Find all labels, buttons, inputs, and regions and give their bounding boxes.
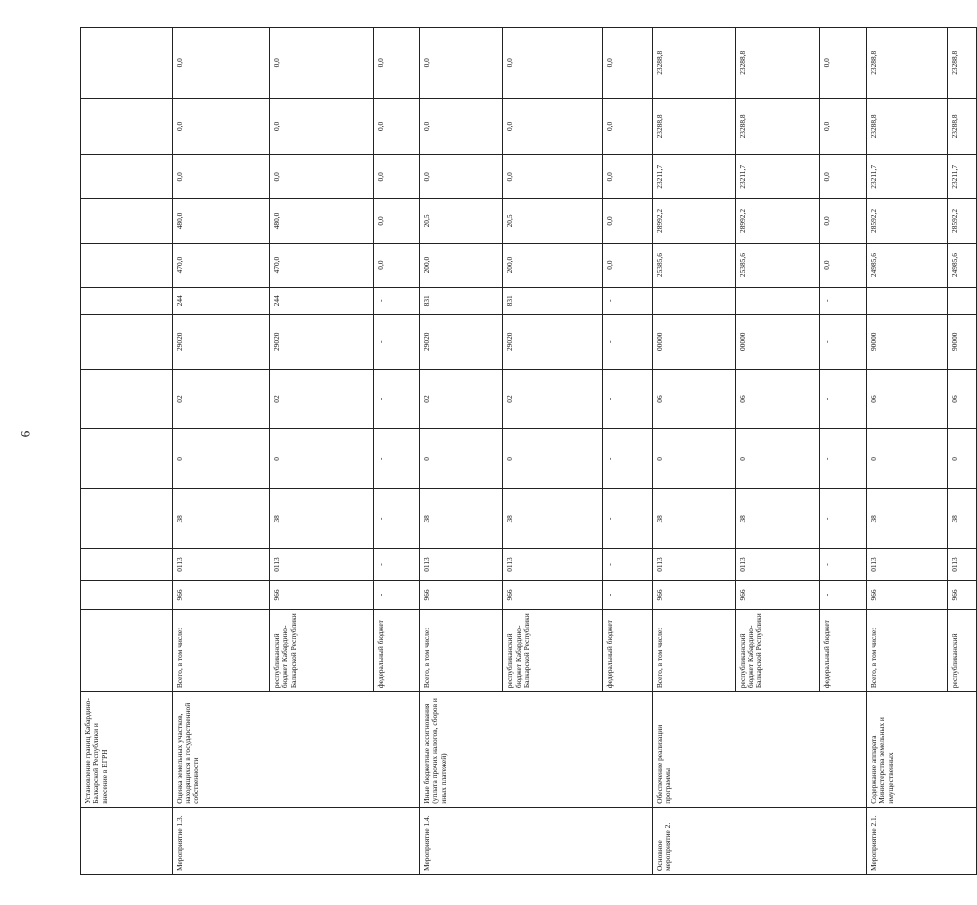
value-cell: 20,5	[503, 199, 603, 243]
value-cell: 0,0	[373, 98, 420, 155]
value-cell: 0	[172, 429, 270, 489]
value-cell: 0113	[172, 549, 270, 581]
value-cell: -	[603, 580, 652, 609]
value-cell: 0,0	[820, 199, 867, 243]
value-cell: 23288,8	[867, 28, 948, 99]
funding-source-cell: Всего, в том числе:	[172, 610, 270, 692]
value-cell: 0113	[270, 549, 373, 581]
value-cell: 0113	[867, 549, 948, 581]
value-cell: 0,0	[503, 28, 603, 99]
funding-source-cell: республиканский бюджет Кабардино-Балкарской Республики	[270, 610, 373, 692]
value-cell: 38	[503, 489, 603, 549]
value-cell	[81, 314, 173, 369]
value-cell: 0113	[503, 549, 603, 581]
value-cell: 0,0	[503, 155, 603, 199]
table-row	[81, 28, 173, 875]
value-cell: 966	[867, 580, 948, 609]
value-cell: -	[820, 489, 867, 549]
activity-code-cell	[81, 807, 173, 874]
value-cell: -	[373, 429, 420, 489]
value-cell: 23211,7	[652, 155, 735, 199]
value-cell: 966	[270, 580, 373, 609]
value-cell: 20,5	[420, 199, 503, 243]
activity-name-cell: Иные бюджетные ассигнования (уплата прочих налогов, сборов и иных платежей)	[420, 692, 652, 808]
value-cell: 23288,8	[652, 28, 735, 99]
value-cell	[81, 287, 173, 314]
value-cell: 0,0	[270, 155, 373, 199]
value-cell: 23211,7	[867, 155, 948, 199]
funding-source-cell: республиканский	[947, 610, 977, 692]
value-cell: 0,0	[420, 155, 503, 199]
value-cell: 0,0	[820, 155, 867, 199]
value-cell: 23211,7	[735, 155, 820, 199]
value-cell	[652, 287, 735, 314]
value-cell: 0,0	[270, 98, 373, 155]
value-cell: 0113	[652, 549, 735, 581]
value-cell	[735, 287, 820, 314]
value-cell: 29020	[420, 314, 503, 369]
value-cell: -	[603, 489, 652, 549]
value-cell: 0,0	[270, 28, 373, 99]
value-cell: -	[373, 489, 420, 549]
value-cell: 00000	[735, 314, 820, 369]
value-cell: 0,0	[603, 199, 652, 243]
value-cell	[81, 98, 173, 155]
value-cell: 25385,6	[735, 243, 820, 287]
value-cell: -	[820, 369, 867, 429]
value-cell: 0,0	[172, 155, 270, 199]
activity-code-cell: Основное мероприятие 2.	[652, 807, 867, 874]
funding-source-cell	[81, 610, 173, 692]
value-cell: 0,0	[820, 243, 867, 287]
value-cell: -	[820, 314, 867, 369]
funding-source-cell: республиканский бюджет Кабардино-Балкарской Республики	[503, 610, 603, 692]
value-cell: 0	[947, 429, 977, 489]
value-cell: 29020	[270, 314, 373, 369]
value-cell: 0	[503, 429, 603, 489]
value-cell: 0	[652, 429, 735, 489]
value-cell: 38	[172, 489, 270, 549]
value-cell: 38	[947, 489, 977, 549]
value-cell: 06	[867, 369, 948, 429]
value-cell: 470,0	[270, 243, 373, 287]
value-cell: 0	[270, 429, 373, 489]
value-cell: 38	[270, 489, 373, 549]
value-cell: 02	[270, 369, 373, 429]
value-cell: 831	[503, 287, 603, 314]
value-cell: 0,0	[420, 28, 503, 99]
value-cell: 0,0	[603, 28, 652, 99]
value-cell	[81, 580, 173, 609]
value-cell	[81, 28, 173, 99]
value-cell: -	[820, 287, 867, 314]
value-cell: 06	[735, 369, 820, 429]
value-cell: 480,0	[270, 199, 373, 243]
value-cell: 28992,2	[735, 199, 820, 243]
value-cell: 06	[947, 369, 977, 429]
table-row	[652, 28, 735, 875]
value-cell: 0,0	[420, 98, 503, 155]
value-cell: 23288,8	[652, 98, 735, 155]
rotated-page	[80, 27, 959, 875]
value-cell: 244	[172, 287, 270, 314]
value-cell: 25385,6	[652, 243, 735, 287]
value-cell: 470,0	[172, 243, 270, 287]
value-cell: 23288,8	[735, 28, 820, 99]
budget-table	[80, 27, 977, 875]
value-cell	[867, 287, 948, 314]
value-cell: 0	[420, 429, 503, 489]
funding-source-cell: Всего, в том числе:	[867, 610, 948, 692]
value-cell: -	[820, 429, 867, 489]
value-cell: 28992,2	[652, 199, 735, 243]
activity-name-cell: Установление границ Кабардино-Балкарской Республики и внесение в ЕГРН	[81, 692, 173, 808]
value-cell: -	[603, 314, 652, 369]
value-cell: 0,0	[603, 243, 652, 287]
value-cell: 28592,2	[947, 199, 977, 243]
activity-name-cell: Оценка земельных участков, находящихся в государственной собственности	[172, 692, 420, 808]
activity-code-cell: Мероприятие 1.4.	[420, 807, 652, 874]
value-cell: 0	[867, 429, 948, 489]
value-cell: 23211,7	[947, 155, 977, 199]
funding-source-cell: федеральный бюджет	[373, 610, 420, 692]
value-cell: 0113	[735, 549, 820, 581]
value-cell: -	[373, 314, 420, 369]
value-cell: 0,0	[373, 199, 420, 243]
funding-source-cell: Всего, в том числе:	[420, 610, 503, 692]
value-cell: 38	[867, 489, 948, 549]
value-cell: 0	[735, 429, 820, 489]
value-cell: -	[373, 549, 420, 581]
value-cell: 200,0	[420, 243, 503, 287]
value-cell: 28592,2	[867, 199, 948, 243]
page-number: 6	[17, 430, 33, 438]
value-cell: 02	[172, 369, 270, 429]
value-cell: 0113	[420, 549, 503, 581]
funding-source-cell: Всего, в том числе:	[652, 610, 735, 692]
value-cell: 0,0	[820, 98, 867, 155]
value-cell: 24985,6	[947, 243, 977, 287]
value-cell: 831	[420, 287, 503, 314]
value-cell: 23288,8	[947, 98, 977, 155]
value-cell: 0,0	[172, 98, 270, 155]
value-cell	[81, 369, 173, 429]
value-cell: 00000	[652, 314, 735, 369]
value-cell: -	[603, 429, 652, 489]
value-cell: 38	[652, 489, 735, 549]
value-cell: 0,0	[603, 155, 652, 199]
table-row	[867, 28, 948, 875]
value-cell: 23288,8	[735, 98, 820, 155]
value-cell: -	[603, 549, 652, 581]
value-cell: 90000	[867, 314, 948, 369]
value-cell: 0,0	[373, 155, 420, 199]
value-cell: 24985,6	[867, 243, 948, 287]
value-cell	[81, 429, 173, 489]
value-cell: 0,0	[172, 28, 270, 99]
activity-name-cell: Содержание аппарата Министерства земельных и имущественных	[867, 692, 977, 808]
value-cell: 966	[947, 580, 977, 609]
value-cell	[81, 155, 173, 199]
value-cell: 480,0	[172, 199, 270, 243]
value-cell: -	[373, 369, 420, 429]
value-cell: 0,0	[820, 28, 867, 99]
value-cell: 23288,8	[947, 28, 977, 99]
value-cell	[81, 489, 173, 549]
value-cell: 966	[172, 580, 270, 609]
activity-code-cell: Мероприятие 1.3.	[172, 807, 420, 874]
value-cell: 0,0	[373, 243, 420, 287]
value-cell: 38	[420, 489, 503, 549]
value-cell: 0,0	[373, 28, 420, 99]
value-cell: 02	[503, 369, 603, 429]
value-cell: -	[820, 580, 867, 609]
funding-source-cell: республиканский бюджет Кабардино-Балкарской Республики	[735, 610, 820, 692]
value-cell: 244	[270, 287, 373, 314]
value-cell: 29020	[503, 314, 603, 369]
value-cell: 02	[420, 369, 503, 429]
value-cell: 23288,8	[867, 98, 948, 155]
funding-source-cell: федеральный бюджет	[820, 610, 867, 692]
value-cell	[81, 199, 173, 243]
value-cell: 966	[735, 580, 820, 609]
activity-name-cell: Обеспечение реализации программы	[652, 692, 867, 808]
value-cell	[81, 549, 173, 581]
value-cell: -	[373, 580, 420, 609]
funding-source-cell: федеральный бюджет	[603, 610, 652, 692]
value-cell: 0,0	[603, 98, 652, 155]
value-cell: 38	[735, 489, 820, 549]
value-cell: 06	[652, 369, 735, 429]
value-cell: 200,0	[503, 243, 603, 287]
value-cell	[947, 287, 977, 314]
table-row	[172, 28, 270, 875]
value-cell: -	[820, 549, 867, 581]
value-cell: 0,0	[503, 98, 603, 155]
value-cell: -	[603, 287, 652, 314]
value-cell: -	[373, 287, 420, 314]
value-cell	[81, 243, 173, 287]
activity-code-cell: Мероприятие 2.1.	[867, 807, 977, 874]
value-cell: 966	[503, 580, 603, 609]
value-cell: 966	[420, 580, 503, 609]
value-cell: 0113	[947, 549, 977, 581]
value-cell: 90000	[947, 314, 977, 369]
value-cell: 29020	[172, 314, 270, 369]
value-cell: 966	[652, 580, 735, 609]
value-cell: -	[603, 369, 652, 429]
table-row	[420, 28, 503, 875]
